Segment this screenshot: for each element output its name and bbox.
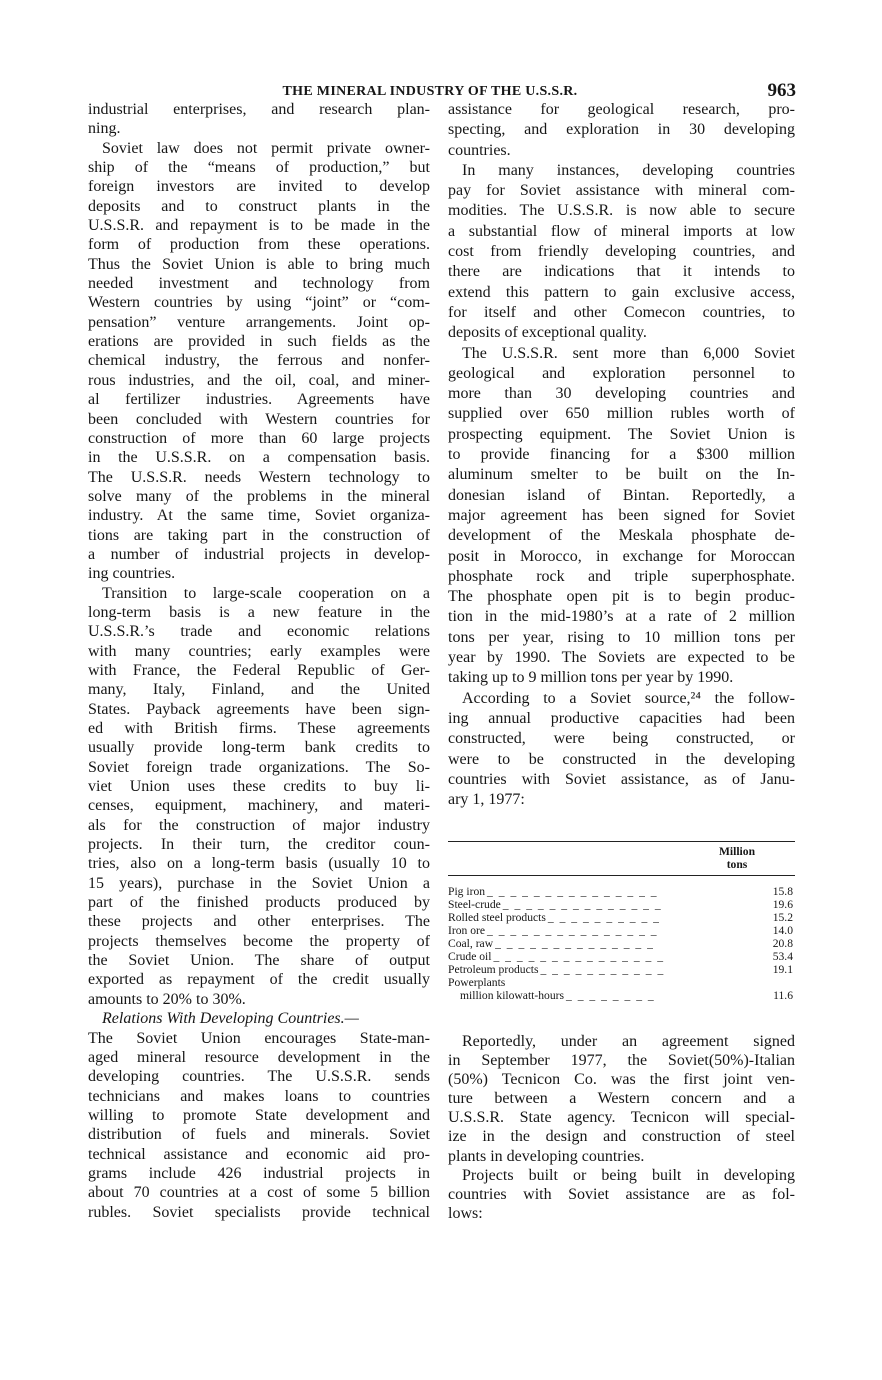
row-label: Coal, raw [448, 937, 494, 950]
text-line: extend this pattern to gain exclusive access, [448, 283, 795, 301]
table-row [448, 898, 795, 911]
text-line: deposits of exceptional quality. [448, 324, 647, 342]
text-line: The Soviet Union encourages State-man- [88, 1029, 430, 1047]
leader-dashes: _ _ _ _ _ _ _ _ _ _ _ _ _ _ _ [487, 924, 659, 937]
text-line: posit in Morocco, in exchange for Moroccan [448, 547, 795, 565]
text-line: modities. The U.S.S.R. is now able to secure [448, 202, 795, 220]
text-line: taking up to 9 million tons per year by 1990. [448, 669, 734, 687]
text-line: technical assistance and economic aid pro- [88, 1145, 430, 1163]
capacities-table [448, 841, 795, 1002]
text-line: ing countries. [88, 565, 176, 583]
text-line: ship of the “means of production,” but [88, 159, 430, 177]
text-line: technicians and makes loans to countries [88, 1087, 430, 1105]
text-line: supplied over 650 million rubles worth of [448, 405, 795, 423]
text-line: projects. In their turn, the creditor coun- [88, 836, 430, 854]
text-line: ning. [88, 120, 121, 138]
text-line: 15 years), purchase in the Soviet Union a [88, 874, 430, 892]
text-line: countries with Soviet assistance, as of Janu- [448, 770, 795, 788]
row-label-cell [448, 885, 666, 898]
row-label-cell [448, 989, 666, 1002]
text-line: pay for Soviet assistance with mineral com- [448, 182, 795, 200]
text-line: Transition to large-scale cooperation on a [102, 584, 430, 602]
unit-header-line: Million [718, 845, 756, 858]
right-column-after-table [448, 1032, 795, 1223]
text-line: States. Payback agreements have been sign- [88, 700, 430, 718]
text-line: construction of more than 60 large projects [88, 429, 430, 447]
table-header [448, 842, 795, 875]
text-line: developing countries. The U.S.S.R. sends [88, 1068, 430, 1086]
row-label: Powerplants [448, 976, 506, 989]
text-line: there are indications that it intends to [448, 263, 795, 281]
table-body [448, 876, 795, 1002]
table-row [448, 885, 795, 898]
text-line: in September 1977, the Soviet(50%)-Italian [448, 1052, 795, 1070]
paragraph [448, 1032, 795, 1166]
text-line: In many instances, developing countries [462, 161, 795, 179]
row-label-cell [448, 976, 666, 989]
text-line: solve many of the problems in the mineral [88, 487, 430, 505]
leader-dashes: _ _ _ _ _ _ _ _ [566, 989, 656, 1002]
table-row [448, 924, 795, 937]
text-line: Projects built or being built in developing [462, 1166, 795, 1184]
running-header: THE MINERAL INDUSTRY OF THE U.S.S.R. [282, 84, 578, 99]
text-line: the Soviet Union. The share of output [88, 952, 430, 970]
text-line: ize in the design and construction of steel [448, 1128, 795, 1146]
text-line: tions are taking part in the construction of [88, 526, 430, 544]
text-line: U.S.S.R. and repayment is to be made in the [88, 217, 430, 235]
text-line: ing annual productive capacities had been [448, 709, 795, 727]
text-line: ture between a Western concern and a [448, 1090, 795, 1108]
text-line: tons per year, rising to 10 million tons per [448, 628, 795, 646]
leader-dashes: _ _ _ _ _ _ _ _ _ _ _ _ _ _ _ [493, 950, 665, 963]
text-line: usually provide long-term bank credits to [88, 739, 430, 757]
text-line: for itself and other Comecon countries, to [448, 303, 795, 321]
text-line: industry. At the same time, Soviet organiza- [88, 507, 430, 525]
section-heading: Relations With Developing Countries.— [102, 1010, 359, 1028]
text-line: many, Italy, Finland, and the United [88, 681, 430, 699]
text-line: chemical industry, the ferrous and nonfer- [88, 352, 430, 370]
text-line: to provide financing for a $300 million [448, 446, 795, 464]
text-line: geological and exploration personnel to [448, 364, 795, 382]
text-line: The U.S.S.R. sent more than 6,000 Soviet [462, 344, 795, 362]
text-line: Soviet foreign trade organizations. The So- [88, 758, 430, 776]
text-line: countries with Soviet assistance are as fol- [448, 1185, 795, 1203]
text-line: were to be constructed in the developing [448, 750, 795, 768]
text-line: aged mineral resource development in the [88, 1048, 430, 1066]
row-label: Rolled steel products [448, 911, 546, 924]
leader-dashes: _ _ _ _ _ _ _ _ _ _ _ _ _ _ [495, 937, 655, 950]
text-line: als for the construction of major industry [88, 816, 430, 834]
paragraph [88, 100, 430, 139]
text-line: lows: [448, 1204, 483, 1222]
paragraph [448, 1166, 795, 1223]
text-line: censes, equipment, machinery, and materi- [88, 797, 430, 815]
text-line: amounts to 20% to 30%. [88, 990, 246, 1008]
paragraph [88, 584, 430, 1010]
unit-header-line: tons [726, 857, 748, 871]
unit-header [707, 846, 767, 871]
page-number: 963 [767, 80, 796, 101]
text-line: a number of industrial projects in develop- [88, 545, 430, 563]
text-line: Thus the Soviet Union is able to bring much [88, 255, 430, 273]
text-line: willing to promote State development and [88, 1106, 430, 1124]
text-line: Reportedly, under an agreement signed [462, 1033, 795, 1050]
text-line: form of production from these operations. [88, 236, 430, 254]
text-line: long-term basis is a new feature in the [88, 603, 430, 621]
leader-dashes: _ _ _ _ _ _ _ _ _ _ [547, 911, 661, 924]
table-row [448, 937, 795, 950]
text-line: U.S.S.R. State agency. Tecnicon will special- [448, 1109, 795, 1127]
text-line: Western countries by using “joint” or “com- [88, 294, 430, 312]
text-line: U.S.S.R.’s trade and economic relations [88, 623, 430, 641]
text-line: ed with British firms. These agreements [88, 720, 430, 737]
text-line: tries, also on a long-term basis (usually 10 to [88, 855, 430, 873]
text-line: According to a Soviet source,²⁴ the follow- [462, 689, 795, 707]
text-line: these projects and other enterprises. The [88, 913, 430, 931]
row-label: million kilowatt-hours [460, 989, 565, 1002]
text-line: al fertilizer industries. Agreements have [88, 391, 430, 409]
text-line: aluminum smelter to be built on the In- [448, 466, 795, 484]
text-line: Soviet law does not permit private owner- [102, 139, 430, 157]
row-label: Petroleum products [448, 963, 539, 976]
row-value: 19.1 [772, 963, 793, 976]
text-line: development of the Meskala phosphate de- [448, 527, 795, 545]
row-value: 14.0 [772, 924, 793, 937]
text-line: viet Union uses these credits to buy li- [88, 778, 430, 796]
text-line: foreign investors are invited to develop [88, 178, 430, 196]
text-line: donesian island of Bintan. Reportedly, a [448, 486, 795, 504]
text-line: been concluded with Western countries for [88, 410, 430, 428]
text-line: countries. [448, 141, 511, 159]
leader-dashes: _ _ _ _ _ _ _ _ _ _ _ [540, 963, 665, 976]
text-line: prospecting equipment. The Soviet Union is [448, 425, 795, 443]
row-value: 53.4 [772, 950, 793, 963]
row-value: 11.6 [773, 989, 793, 1002]
text-line: projects themselves become the property of [88, 932, 430, 950]
text-line: constructed, were being constructed, or [448, 730, 795, 748]
row-label-cell [448, 924, 666, 937]
row-label: Crude oil [448, 950, 492, 963]
row-label-cell [448, 950, 666, 963]
right-column [448, 100, 795, 810]
text-line: distribution of fuels and minerals. Soviet [88, 1126, 430, 1144]
row-value: 15.8 [772, 885, 793, 898]
left-column [88, 100, 430, 1222]
text-line: about 70 countries at a cost of some 5 billion [88, 1184, 430, 1202]
row-value: 15.2 [772, 911, 793, 924]
row-label: Pig iron [448, 885, 486, 898]
text-line: more than 30 developing countries and [448, 385, 795, 403]
paragraph [88, 139, 430, 584]
text-line: with France, the Federal Republic of Ger- [88, 661, 430, 679]
text-line: needed investment and technology from [88, 275, 430, 293]
text-line: deposits and to construct plants in the [88, 197, 430, 215]
row-value: 19.6 [772, 898, 793, 911]
text-line: part of the finished products produced by [88, 894, 430, 912]
paragraph [448, 344, 795, 689]
text-line: plants in developing countries. [448, 1147, 645, 1165]
text-line: erations are provided in such fields as the [88, 333, 430, 351]
leader-dashes: _ _ _ _ _ _ _ _ _ _ _ _ _ _ _ [487, 885, 659, 898]
row-label: Iron ore [448, 924, 486, 937]
text-line: (50%) Tecnicon Co. was the first joint ven- [448, 1071, 795, 1089]
text-line: with many countries; early examples were [88, 642, 430, 660]
row-label-cell [448, 911, 666, 924]
row-label-cell [448, 937, 666, 950]
text-line: The U.S.S.R. needs Western technology to [88, 468, 430, 486]
text-line: industrial enterprises, and research plan- [88, 101, 430, 118]
text-line: tion in the mid-1980’s at a rate of 2 million [448, 608, 795, 626]
row-value: 20.8 [772, 937, 793, 950]
text-line: phosphate rock and triple superphosphate. [448, 567, 795, 585]
row-label-cell [448, 898, 666, 911]
row-label: Steel-crude [448, 898, 501, 911]
text-line: grams include 426 industrial projects in [88, 1164, 430, 1182]
text-line: a substantial flow of mineral imports at low [448, 222, 795, 240]
table-row [448, 989, 795, 1002]
paragraph [448, 161, 795, 344]
paragraph [88, 1009, 430, 1222]
table-row [448, 963, 795, 976]
text-line: pensation” venture arrangements. Joint op- [88, 313, 430, 331]
text-line: rubles. Soviet specialists provide technical [88, 1203, 430, 1221]
text-line: cost from friendly developing countries, and [448, 243, 795, 261]
text-line: ary 1, 1977: [448, 791, 525, 809]
paragraph [448, 100, 795, 161]
text-line: The phosphate open pit is to begin produc- [448, 588, 795, 606]
text-line: in the U.S.S.R. on a compensation basis. [88, 449, 430, 467]
text-line: year by 1990. The Soviets are expected to be [448, 649, 795, 667]
table-row [448, 950, 795, 963]
table-row [448, 976, 795, 989]
table-row [448, 911, 795, 924]
text-line: exported as repayment of the credit usually [88, 971, 430, 989]
text-line: rous industries, and the oil, coal, and miner- [88, 371, 430, 389]
leader-dashes: _ _ _ _ _ _ _ _ _ _ _ _ _ _ [502, 898, 663, 911]
row-label-cell [448, 963, 666, 976]
text-line: specting, and exploration in 30 developing [448, 121, 795, 139]
paragraph [448, 689, 795, 811]
text-line: major agreement has been signed for Soviet [448, 506, 795, 524]
text-line: assistance for geological research, pro- [448, 101, 795, 118]
